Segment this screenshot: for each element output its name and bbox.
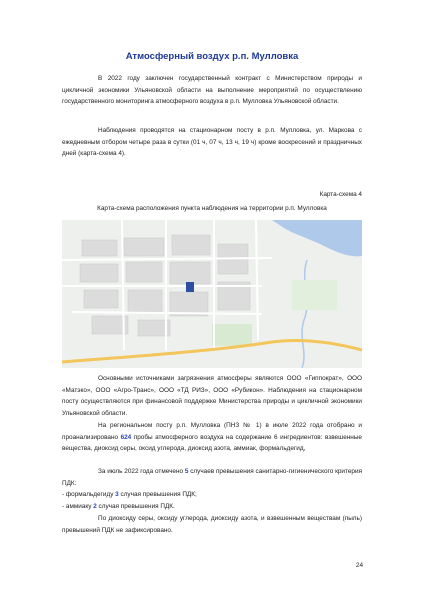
bullet-formaldehyde bbox=[62, 489, 197, 501]
monitoring-post-marker bbox=[186, 282, 194, 292]
samples-text-before: На региональном посту р.п. Мулловка (ПНЗ № 1) в июле 2022 года отобрано и проанализировано bbox=[62, 422, 362, 441]
ammonia-count: 2 bbox=[93, 503, 97, 510]
bullet-formaldehyde-suffix: случая превышения ПДК; bbox=[118, 491, 197, 498]
bullet-ammonia bbox=[62, 501, 175, 513]
no-exceedances-paragraph: По диоксиду серы, оксиду углерода, диоксиду азота, и взвешенным веществам (пыль) превышений ПДК не зафиксировано. bbox=[62, 515, 362, 534]
map-lake bbox=[272, 220, 362, 256]
samples-count: 624 bbox=[120, 433, 132, 441]
formaldehyde-count: 3 bbox=[115, 491, 119, 498]
page-number: 24 bbox=[355, 562, 363, 569]
exceedances-paragraph bbox=[62, 466, 362, 489]
map-green-area bbox=[292, 280, 337, 310]
map-graphic bbox=[62, 220, 362, 368]
exceedances-text-after: случаев превышения санитарно-гигиенического критерия ПДК: bbox=[62, 468, 362, 487]
intro-paragraph: В 2022 году заключен государственный контракт с Министерством природы и цикличной экономики Ульяновской области на выполнение мероприятий по осуществлению государственного мониторинга атмосферного воздуха в р.п. Мулловка Ульяновской области. bbox=[62, 75, 362, 106]
samples-text-after: пробы атмосферного воздуха на содержание 6 ингредиентов: взвешенные вещества, диоксид серы, оксид углерода, диоксид азота, аммиак, формальдегид, bbox=[62, 433, 362, 453]
map-image bbox=[62, 220, 362, 368]
bullet-ammonia-suffix: случая превышения ПДК. bbox=[96, 503, 175, 510]
exceedances-count: 5 bbox=[184, 468, 189, 475]
samples-paragraph bbox=[62, 420, 362, 455]
exceedances-text-before: За июль 2022 года отмечено bbox=[98, 468, 185, 475]
map-caption-number: Карта-схема 4 bbox=[319, 191, 362, 198]
map-caption: Карта-схема расположения пункта наблюдения на территории р.п. Мулловка bbox=[97, 205, 327, 212]
bullet-ammonia-text: - аммиаку bbox=[62, 503, 94, 510]
map-green-area bbox=[212, 324, 252, 346]
observation-paragraph: Наблюдения проводятся на стационарном посту в р.п. Мулловка, ул. Маркова с ежедневным отбором четыре раза в сутки (01 ч, 07 ч, 13 ч, 19 ч) кроме воскресений и праздничных дней (карта-схема 4). bbox=[62, 127, 362, 158]
page-title: Атмосферный воздух р.п. Мулловка bbox=[125, 51, 299, 62]
map-river bbox=[302, 260, 307, 368]
pollution-sources-paragraph: Основными источниками загрязнения атмосферы являются ООО «Гиппократ», ООО «Матэко», ООО «Агро-Транс», ООО «ТД РИЗ», ООО «Рубикон». Наблюдения на стационарном посту осуществляются при финансовой поддержке Министерства природы и цикличной экономики Ульяновской области. bbox=[62, 375, 362, 417]
bullet-formaldehyde-text: - формальдегиду bbox=[62, 491, 116, 498]
